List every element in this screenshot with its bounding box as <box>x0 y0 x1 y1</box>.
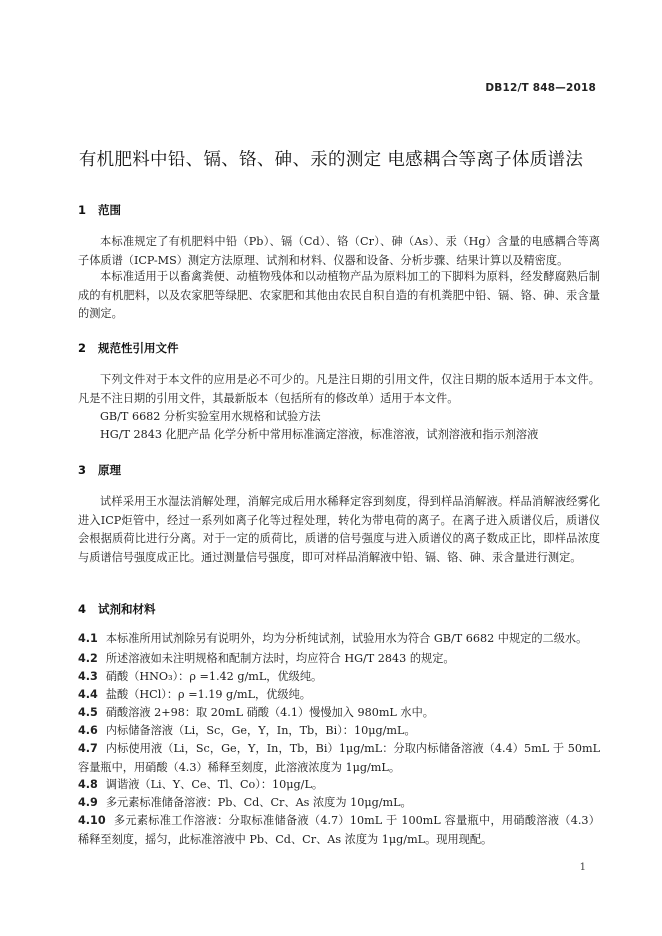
item-text: 所述溶液如未注明规格和配制方法时，均应符合 HG/T 2843 的规定。 <box>105 652 455 665</box>
list-item <box>78 704 600 723</box>
item-number: 4.8 <box>78 778 98 791</box>
item-text: 调谐液（Li、Y、Ce、Tl、Co）：10μg/L。 <box>105 778 324 791</box>
normative-reference: GB/T 6682 分析实验室用水规格和试验方法 <box>100 410 321 423</box>
section-1-paragraph-2: 本标准适用于以畜禽粪便、动植物残体和以动植物产品为原料加工的下脚料为原料，经发酵腐熟后制成的有机肥料，以及农家肥等绿肥、农家肥和其他由农民自积自造的有机粪肥中铅、镉、铬、砷、汞含量的测定。 <box>78 270 600 320</box>
normative-reference: HG/T 2843 化肥产品 化学分析中常用标准滴定溶液，标准溶液，试剂溶液和指示剂溶液 <box>100 428 539 441</box>
section-number: 1 <box>78 203 87 217</box>
item-number: 4.6 <box>78 724 98 737</box>
item-text: 硝酸（HNO₃）：ρ =1.42 g/mL，优级纯。 <box>105 670 323 683</box>
list-item <box>78 668 600 687</box>
document-title: 有机肥料中铅、镉、铬、砷、汞的测定 电感耦合等离子体质谱法 <box>78 150 584 170</box>
item-number: 4.2 <box>78 652 98 665</box>
section-4-heading <box>78 601 156 617</box>
list-item <box>78 794 600 813</box>
standard-code: DB12/T 848—2018 <box>485 82 596 94</box>
section-1-heading <box>78 202 121 218</box>
section-number: 2 <box>78 341 87 355</box>
item-text: 多元素标准储备溶液：Pb、Cd、Cr、As 浓度为 10μg/mL。 <box>105 796 412 809</box>
section-number: 4 <box>78 602 87 616</box>
list-item <box>78 650 600 669</box>
item-text: 盐酸（HCl）：ρ =1.19 g/mL，优级纯。 <box>105 688 311 701</box>
list-item <box>78 776 600 795</box>
page-number: 1 <box>579 862 586 873</box>
section-3-paragraph-1: 试样采用王水湿法消解处理，消解完成后用水稀释定容到刻度，得到样品消解液。样品消解液经雾化进入ICP炬管中，经过一系列如离子化等过程处理，转化为带电荷的离子。在离子进入质谱仪后，质谱仪会根据质荷比进行分离。对于一定的质荷比，质谱的信号强度与进入质谱仪的离子数成正比，即样品浓度与质谱信号强度成正比。通过测量信号强度，即可对样品消解液中铅、镉、铬、砷、汞含量进行测定。 <box>78 495 600 564</box>
item-text: 多元素标准工作溶液：分取标准储备液（4.7）10mL 于 100mL 容量瓶中，用硝酸溶液（4.3）稀释至刻度，摇匀，此标准溶液中 Pb、Cd、Cr、As 浓度为 1μg/mL。现用现配。 <box>78 814 600 846</box>
list-item <box>78 722 600 741</box>
list-item <box>78 630 600 649</box>
section-title: 试剂和材料 <box>98 602 156 616</box>
list-item <box>78 740 600 777</box>
list-item <box>78 812 600 849</box>
item-number: 4.5 <box>78 706 98 719</box>
section-2-paragraph-1: 下列文件对于本文件的应用是必不可少的。凡是注日期的引用文件，仅注日期的版本适用于本文件。凡是不注日期的引用文件，其最新版本（包括所有的修改单）适用于本文件。 <box>78 373 600 405</box>
item-number: 4.4 <box>78 688 98 701</box>
section-1-paragraph-1: 本标准规定了有机肥料中铅（Pb）、镉（Cd）、铬（Cr）、砷（As）、汞（Hg）含量的电感耦合等离子体质谱（ICP-MS）测定方法原理、试剂和材料、仪器和设备、分析步骤、结果计算以及精密度。 <box>78 235 600 267</box>
item-text: 本标准所用试剂除另有说明外，均为分析纯试剂，试验用水为符合 GB/T 6682 中规定的二级水。 <box>105 632 588 645</box>
item-number: 4.9 <box>78 796 98 809</box>
item-number: 4.3 <box>78 670 98 683</box>
item-text: 内标使用液（Li，Sc，Ge，Y，In，Tb，Bi）1μg/mL：分取内标储备溶液（4.4）5mL 于 50mL 容量瓶中，用硝酸（4.3）稀释至刻度，此溶液浓度为 1μg/mL。 <box>78 742 600 774</box>
item-number: 4.10 <box>78 814 106 827</box>
section-title: 原理 <box>98 463 121 477</box>
list-item <box>78 686 600 705</box>
item-text: 内标储备溶液（Li，Sc，Ge，Y，In，Tb，Bi）：10μg/mL。 <box>105 724 416 737</box>
section-3-heading <box>78 462 121 478</box>
section-title: 范围 <box>98 203 121 217</box>
item-text: 硝酸溶液 2+98：取 20mL 硝酸（4.1）慢慢加入 980mL 水中。 <box>105 706 434 719</box>
section-title: 规范性引用文件 <box>98 341 179 355</box>
section-2-heading <box>78 340 179 356</box>
item-number: 4.7 <box>78 742 98 755</box>
item-number: 4.1 <box>78 632 98 645</box>
section-number: 3 <box>78 463 87 477</box>
